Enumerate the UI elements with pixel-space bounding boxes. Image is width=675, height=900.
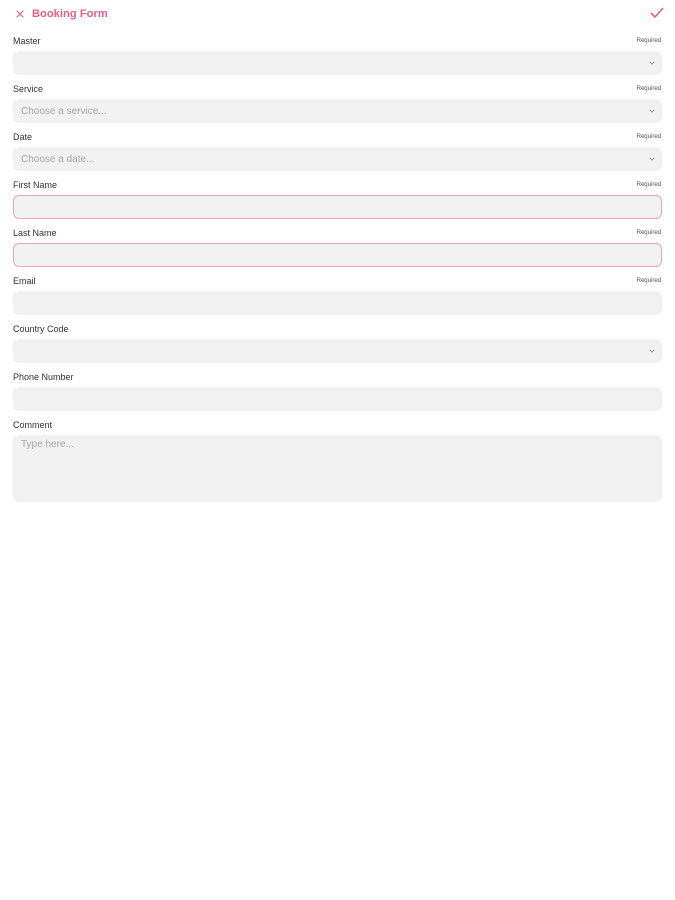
country-code-select[interactable] [13, 339, 662, 363]
booking-form [0, 27, 675, 502]
email-field [13, 267, 662, 315]
confirm-button[interactable] [649, 5, 665, 21]
page-title: Booking Form [32, 7, 108, 20]
last-name-input[interactable] [13, 243, 662, 267]
service-placeholder: Choose a service... [21, 105, 107, 117]
date-required-tag: Required [636, 134, 661, 140]
service-required-tag: Required [636, 86, 661, 92]
date-field [13, 123, 662, 171]
check-icon [650, 7, 664, 19]
date-select[interactable] [13, 147, 662, 171]
master-required-tag: Required [636, 38, 661, 44]
email-input[interactable] [13, 291, 662, 315]
last-name-field [13, 219, 662, 267]
close-button[interactable] [14, 8, 26, 20]
first-name-required-tag: Required [636, 182, 661, 188]
phone-number-field [13, 363, 662, 411]
service-field [13, 75, 662, 123]
first-name-label: First Name [13, 180, 58, 190]
chevron-down-icon [648, 107, 656, 115]
service-label: Service [13, 84, 44, 94]
phone-number-label: Phone Number [13, 372, 74, 382]
chevron-down-icon [648, 155, 656, 163]
first-name-input[interactable] [13, 195, 662, 219]
comment-textarea[interactable] [13, 435, 662, 502]
last-name-required-tag: Required [636, 230, 661, 236]
chevron-down-icon [648, 347, 656, 355]
email-required-tag: Required [636, 278, 661, 284]
master-select[interactable] [13, 51, 662, 75]
last-name-label: Last Name [13, 228, 57, 238]
date-label: Date [13, 132, 33, 142]
master-field [13, 27, 662, 75]
service-select[interactable] [13, 99, 662, 123]
first-name-field [13, 171, 662, 219]
country-code-label: Country Code [13, 324, 69, 334]
chevron-down-icon [648, 59, 656, 67]
date-placeholder: Choose a date... [21, 153, 95, 165]
close-icon [16, 10, 24, 18]
comment-field [13, 411, 662, 502]
comment-placeholder: Type here... [21, 439, 74, 450]
country-code-field [13, 315, 662, 363]
phone-number-input[interactable] [13, 387, 662, 411]
email-label: Email [13, 276, 36, 286]
master-label: Master [13, 36, 41, 46]
comment-label: Comment [13, 420, 53, 430]
header-bar [0, 0, 675, 27]
